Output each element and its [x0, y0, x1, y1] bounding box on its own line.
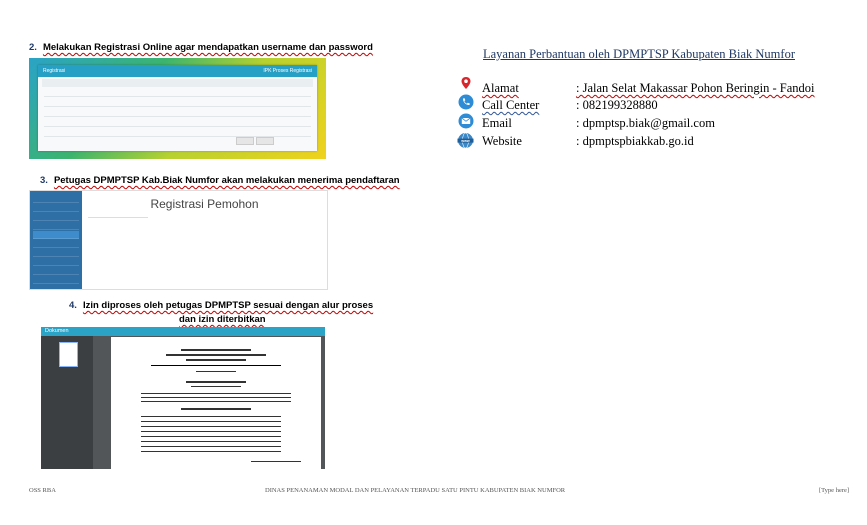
- doc-text-line: [141, 446, 281, 447]
- sidebar-item-active: [33, 231, 79, 239]
- step-2-heading: [29, 42, 373, 53]
- doc-text-line: [141, 416, 281, 417]
- step-3-heading: [40, 175, 400, 186]
- www-icon: [457, 132, 474, 149]
- sidebar-item: [33, 222, 79, 230]
- sidebar-item: [33, 258, 79, 266]
- form-row: [44, 101, 311, 107]
- doc-text-line: [186, 381, 246, 383]
- document-page: [111, 337, 321, 469]
- search-field: [88, 211, 148, 218]
- website-label: Website: [482, 134, 522, 148]
- step-2-text: Melakukan Registrasi Online agar mendapatkan username dan password: [42, 42, 373, 53]
- doc-text-line: [141, 397, 291, 398]
- doc-header-rule: [151, 365, 281, 366]
- footer-left: OSS RBA: [29, 487, 56, 494]
- phone-icon: [458, 94, 474, 110]
- sidebar-item: [33, 285, 79, 290]
- form-button: [256, 137, 274, 145]
- doc-text-line: [186, 359, 246, 361]
- doc-text-line: [251, 461, 301, 462]
- step-4-text: Izin diproses oleh petugas DPMPTSP sesuai dengan alur proses: [82, 300, 374, 311]
- form-row: [44, 91, 311, 97]
- svg-text:www: www: [461, 138, 470, 143]
- dokumen-viewer-screenshot: [41, 327, 325, 469]
- registrasi-pemohon-screenshot: [29, 190, 328, 290]
- doc-text-line: [141, 431, 281, 432]
- doc-text-line: [141, 393, 291, 394]
- doc-text-line: [141, 436, 281, 437]
- registration-header-left: Registrasi: [43, 68, 66, 74]
- app-sidebar: [30, 191, 82, 289]
- location-pin-icon: [459, 76, 473, 90]
- form-row: [44, 121, 311, 127]
- doc-text-line: [141, 451, 281, 452]
- doc-text-line: [141, 441, 281, 442]
- email-icon: [458, 113, 474, 129]
- layanan-title: Layanan Perbantuan oleh DPMPTSP Kabupaten Biak Numfor: [483, 47, 795, 61]
- sidebar-item: [33, 240, 79, 248]
- step-4-number: 4.: [69, 300, 77, 311]
- step-4-text-2: dan izin diterbitkan: [179, 314, 266, 325]
- form-button: [236, 137, 254, 145]
- doc-text-line: [141, 426, 281, 427]
- registration-card: [38, 65, 317, 151]
- footer-right: [Type here]: [819, 487, 850, 494]
- table-header: [86, 222, 323, 228]
- doc-text-line: [181, 408, 251, 410]
- call-center-label: Call Center: [482, 98, 540, 112]
- sidebar-item: [33, 249, 79, 257]
- call-center-value: : 082199328880: [576, 98, 658, 112]
- doc-text-line: [181, 349, 251, 351]
- step-4-heading: [69, 300, 373, 311]
- registration-card-header: [38, 65, 317, 77]
- doc-text-line: [166, 354, 266, 356]
- sidebar-item: [33, 276, 79, 284]
- website-value: : dpmptspbiakkab.go.id: [576, 134, 694, 148]
- thumbnail-panel: [41, 336, 93, 469]
- step-2-number: 2.: [29, 42, 37, 53]
- doc-text-line: [196, 371, 236, 372]
- page-thumbnail: [59, 342, 78, 367]
- registration-screenshot: [29, 58, 326, 159]
- registrasi-pemohon-title: Registrasi Pemohon: [150, 197, 259, 211]
- doc-text-line: [191, 386, 241, 387]
- sidebar-item: [33, 204, 79, 212]
- doc-text-line: [141, 401, 291, 402]
- email-label: Email: [482, 116, 512, 130]
- alamat-value: : Jalan Selat Makassar Pohon Beringin - Fandoi: [576, 81, 815, 95]
- step-4-continuation: [179, 314, 266, 325]
- dokumen-viewer-header: Dokumen: [41, 327, 325, 336]
- email-value: : dpmptsp.biak@gmail.com: [576, 116, 715, 130]
- registration-tabs: [42, 79, 313, 87]
- doc-text-line: [141, 421, 281, 422]
- step-3-text: Petugas DPMPTSP Kab.Biak Numfor akan melakukan menerima pendaftaran: [53, 175, 400, 186]
- registration-header-right: IPK Proses Registrasi: [263, 68, 312, 74]
- alamat-label: Alamat: [482, 81, 519, 95]
- sidebar-item: [33, 195, 79, 203]
- step-3-number: 3.: [40, 175, 48, 186]
- form-row: [44, 111, 311, 117]
- sidebar-item: [33, 213, 79, 221]
- sidebar-item: [33, 267, 79, 275]
- footer-center: DINAS PENANAMAN MODAL DAN PELAYANAN TERPADU SATU PINTU KABUPATEN BIAK NUMFOR: [265, 487, 566, 494]
